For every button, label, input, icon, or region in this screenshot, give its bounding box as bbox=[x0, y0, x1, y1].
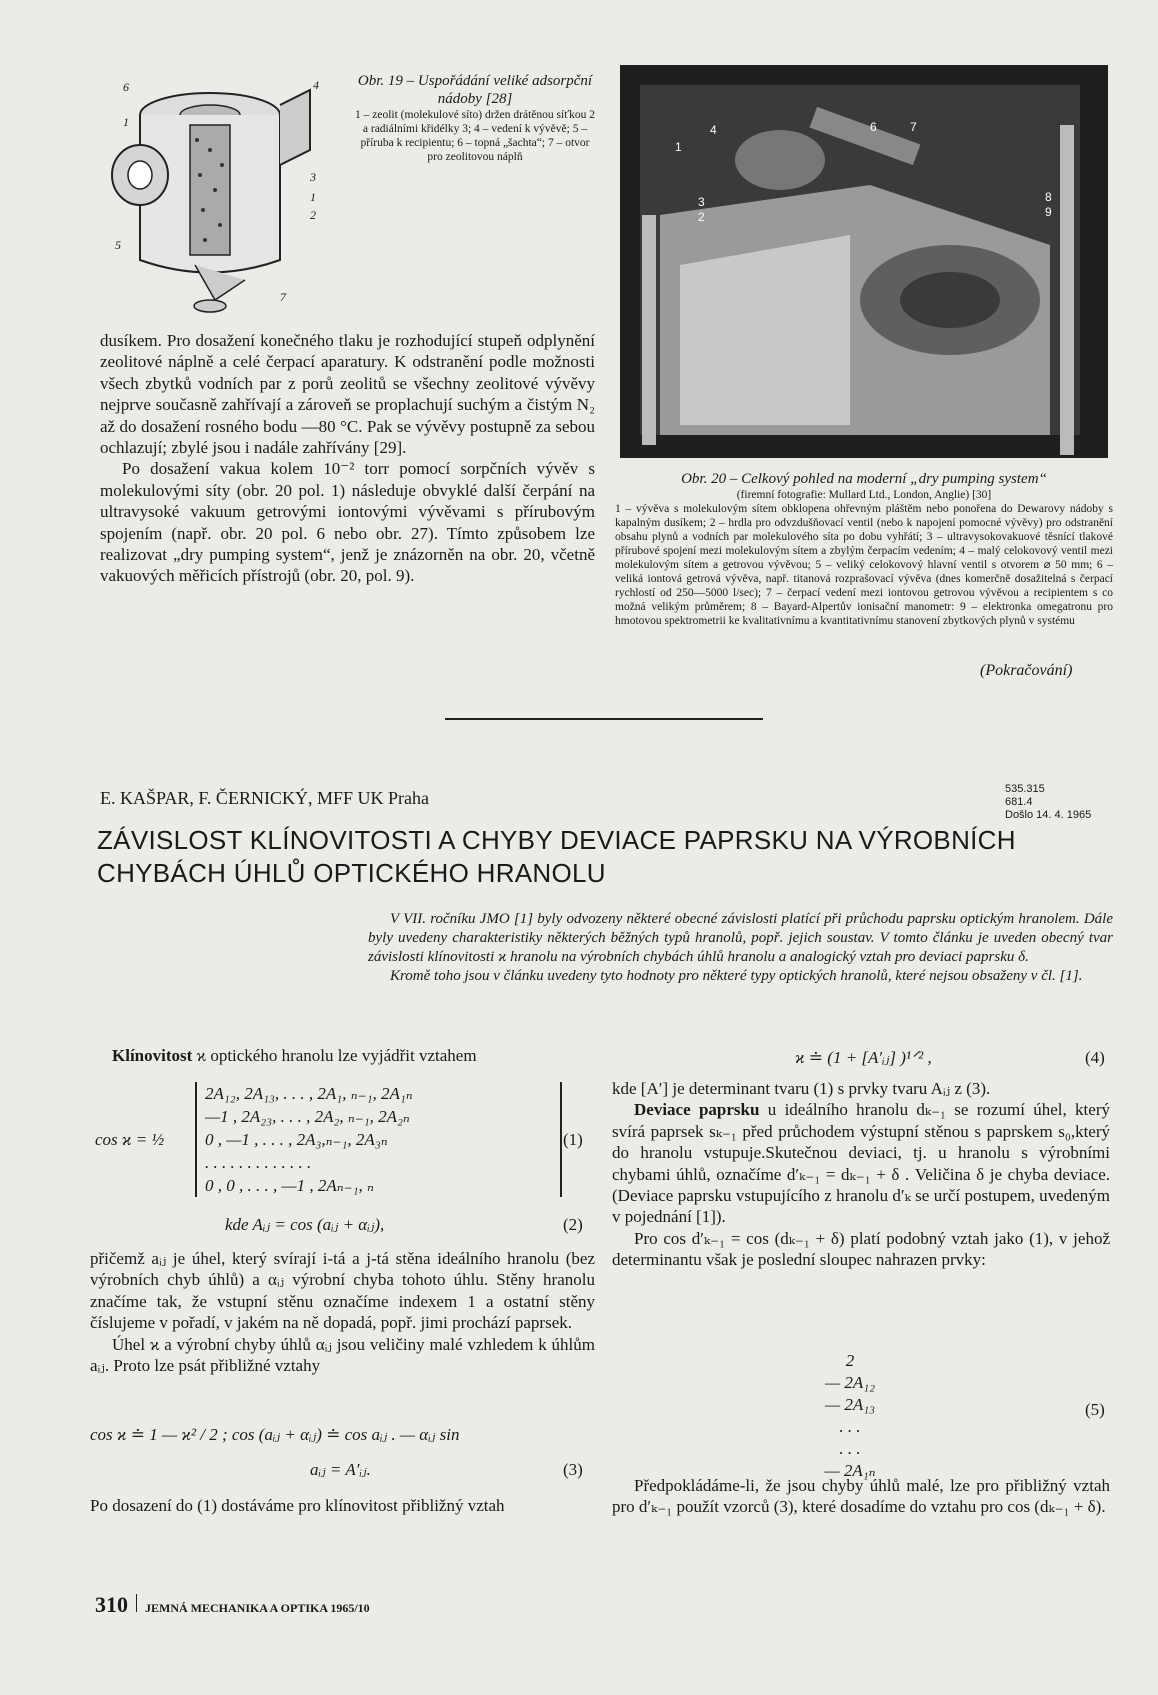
classification-code: 681.4 bbox=[1005, 796, 1033, 808]
section-divider bbox=[445, 718, 763, 720]
paragraph: Po dosažení vakua kolem 10⁻² torr pomocí sorpčních vývěv s molekulovými síty (obr. 20 pol. 1) následuje obvyklé další čerpání na ultravysoké vakuum getrovými iontovými vývěvami s přírubovým spojením (např. obr. 20 pol. 6 nebo obr. 27). Tímto způsobem lze realizovat „dry pumping system“, jenž je znázorněn na obr. 20, včetně vakuových měřicích přístrojů (obr. 20, pol. 9). bbox=[100, 459, 595, 586]
fig19-label: 4 bbox=[313, 78, 319, 92]
text: ϰ optického hranolu lze vyjádřit vztahem bbox=[192, 1046, 477, 1065]
figure-20-legend: 1 – vývěva s molekulovým sítem obklopena ohřevným pláštěm nebo ponořena do Dewarovy nádoby s kapalným dusíkem; 2 – hrdla pro odvzdušňovací ventil (nebo k napojení pomocné vývěvy) pro odstranění obsahu plynů a vodních par molekulového síta po dobu vyhřátí; 3 – ultravysokovakuové těsnící tlakové přírubové spojení mezi molekulovým sítem a zbylým čerpacím vedením; 4 – malý celokovový ventil mezi molekulovým sítem a getrovou vývěvou; 5 – veliký celokovový hlavní ventil s otvorem ⌀ 50 mm; 6 – veliká iontová getrová vývěva, např. titanová rozprašovací vývěva (dnes komerčně dosažitelná s čerpací rychlostí od 250—5000 l/sec); 7 – čerpací vedení mezi iontovou getrovou vývěvou a recipientem s co možná velikým průměrem; 8 – Bayard-Alpertův ionisační manometr: 9 – elektronka omegatronu pro hmotovou spektrometrii ke kvalitativnímu a kvantitativnímu stanovení zbytkových plynů v systému bbox=[615, 503, 1113, 627]
fig20-label: 9 bbox=[1045, 205, 1052, 219]
paragraph: Po dosazení do (1) dostáváme pro klínovitost přibližný vztah bbox=[90, 1496, 505, 1515]
equation-3a: cos ϰ ≐ 1 — ϰ² / 2 ; cos (aᵢⱼ + αᵢⱼ) ≐ cos aᵢⱼ . — αᵢⱼ sin bbox=[90, 1425, 460, 1444]
fig20-labels bbox=[620, 65, 1108, 458]
column-element: — 2A₁₃ bbox=[824, 1395, 876, 1414]
article-title-line: CHYBÁCH ÚHLŮ OPTICKÉHO HRANOLU bbox=[97, 858, 606, 888]
left-column-text-3 bbox=[90, 1495, 595, 1516]
fig20-label: 3 bbox=[698, 195, 705, 209]
received-date: Došlo 14. 4. 1965 bbox=[1005, 809, 1092, 821]
left-column bbox=[90, 1045, 595, 1066]
abstract bbox=[368, 910, 1113, 986]
matrix-row: 0 , 0 , . . . , —1 , 2Aₙ₋₁, ₙ bbox=[205, 1176, 374, 1195]
paragraph: dusíkem. Pro dosažení konečného tlaku je rozhodující stupeň odplynění zeolitové náplně a celé čerpací aparatury. K odstranění podle možnosti všech zbytků vodních par z porů zeolitů se všechny zeolitové vývěvy nejprve současně zahřívají a zároveň se proplachují suchým a čistým N₂ až do dosažení rosného bodu —80 °C. Pak se vývěvy postupně za sebou ochlazují; zbylé jsou i nadále zahřívány [29]. bbox=[100, 331, 595, 458]
figure-19-caption bbox=[355, 72, 595, 164]
term-bold: Klínovitost bbox=[112, 1046, 193, 1065]
figure-20-title: Obr. 20 – Celkový pohled na moderní „dry pumping system“ bbox=[681, 471, 1047, 487]
fig19-label: 3 bbox=[310, 170, 316, 184]
page-number: 310 bbox=[95, 1592, 128, 1617]
equation-1-lhs: cos ϰ = ½ bbox=[95, 1130, 165, 1149]
paragraph: Úhel ϰ a výrobní chyby úhlů αᵢⱼ jsou veličiny malé vzhledem k úhlům aᵢⱼ. Proto lze psát přibližné vztahy bbox=[90, 1334, 595, 1376]
classification-code: 535.315 bbox=[1005, 783, 1045, 795]
figure-20-photo bbox=[620, 65, 1108, 458]
figure-19-legend: 1 – zeolit (molekulové síto) držen drátěnou síťkou 2 a radiálními křidélky 3; 4 – vedení k vývěvě; 5 – příruba k recipientu; 6 – topná „šachta“; 7 – otvor pro zeolitovou náplň bbox=[355, 109, 595, 163]
figure-19-title: Obr. 19 – Uspořádání veliké adsorpční nádoby [28] bbox=[357, 73, 593, 107]
fig20-label: 6 bbox=[870, 120, 877, 134]
footer-divider bbox=[136, 1594, 137, 1612]
column-element: . . . bbox=[839, 1417, 861, 1436]
paragraph: kde [A′] je determinant tvaru (1) s prvky tvaru Aᵢⱼ z (3). bbox=[612, 1079, 991, 1098]
continued-note: (Pokračování) bbox=[980, 662, 1073, 679]
equation-4-number: (4) bbox=[1085, 1048, 1105, 1067]
fig20-label: 2 bbox=[698, 210, 705, 224]
fig20-label: 7 bbox=[910, 120, 917, 134]
fig20-label: 1 bbox=[675, 140, 682, 154]
fig20-label: 8 bbox=[1045, 190, 1052, 204]
equation-5-number: (5) bbox=[1085, 1400, 1105, 1419]
fig20-label: 4 bbox=[710, 123, 717, 137]
fig19-label: 1 bbox=[310, 190, 316, 204]
matrix-row: . . . . . . . . . . . . . bbox=[205, 1153, 312, 1172]
paragraph: Pro cos d′ₖ₋₁ = cos (dₖ₋₁ + δ) platí podobný vztah jako (1), v jehož determinantu však je poslední sloupec nahrazen prvky: bbox=[612, 1228, 1110, 1270]
paragraph: přičemž aᵢⱼ je úhel, který svírají i-tá a j-tá stěna ideálního hranolu (bez výrobních chyb úhlů) a αᵢⱼ výrobní chyba tohoto úhlu. Stěny hranolu značíme tak, že vstupní stěnu označíme indexem 1 a ostatní stěny číslujeme v pořadí, v jakém na ně dopadá, popř. jimi prochází paprsek. bbox=[90, 1249, 595, 1333]
equation-5-column bbox=[810, 1350, 890, 1482]
equation-2-number: (2) bbox=[563, 1215, 583, 1234]
top-left-text bbox=[100, 330, 595, 587]
fig19-label: 1 bbox=[123, 115, 129, 129]
abstract-paragraph: Kromě toho jsou v článku uvedeny tyto hodnoty pro některé typy optických hranolů, které nejsou obsaženy v čl. [1]. bbox=[390, 968, 1083, 984]
equation-2: kde Aᵢⱼ = cos (aᵢⱼ + αᵢⱼ), bbox=[225, 1215, 385, 1234]
term-bold: Deviace paprsku bbox=[634, 1100, 760, 1120]
column-element: — 2A₁ₙ bbox=[824, 1461, 876, 1480]
journal-name: JEMNÁ MECHANIKA A OPTIKA 1965/10 bbox=[145, 1601, 370, 1615]
figure-19-labels bbox=[85, 70, 335, 315]
matrix-row: —1 , 2A₂₃, . . . , 2A₂, ₙ₋₁, 2A₂ₙ bbox=[205, 1107, 410, 1126]
abstract-paragraph: V VII. ročníku JMO [1] byly odvozeny některé obecné závislosti platící při průchodu paprsku optickým hranolem. Dále byly uvedeny charakteristiky některých běžných typů hranolů, popř. jejich soustav. V tomto článku je uveden obecný tvar závislosti klínovitosti ϰ hranolu na výrobních chybách úhlů hranolu a analogický vztah pro deviaci paprsku δ. bbox=[368, 911, 1113, 965]
fig19-label: 7 bbox=[280, 290, 286, 304]
right-column bbox=[612, 1078, 1110, 1271]
equation-1-matrix bbox=[195, 1082, 562, 1197]
article-title-line: ZÁVISLOST KLÍNOVITOSTI A CHYBY DEVIACE PAPRSKU NA VÝROBNÍCH bbox=[97, 825, 1016, 855]
fig19-label: 2 bbox=[310, 208, 316, 222]
paragraph bbox=[90, 1045, 595, 1066]
paragraph bbox=[612, 1099, 1110, 1227]
equation-3-number: (3) bbox=[563, 1460, 583, 1479]
classification-block bbox=[1005, 783, 1091, 822]
equation-3b: aᵢⱼ = A′ᵢⱼ. bbox=[310, 1460, 371, 1479]
page-footer bbox=[95, 1592, 370, 1618]
matrix-row: 0 , —1 , . . . , 2A₃,ₙ₋₁, 2A₃ₙ bbox=[205, 1130, 388, 1149]
fig19-label: 5 bbox=[115, 238, 121, 252]
matrix-row: 2A₁₂, 2A₁₃, . . . , 2A₁, ₙ₋₁, 2A₁ₙ bbox=[205, 1084, 413, 1103]
column-element: . . . bbox=[839, 1439, 861, 1458]
article-authors: E. KAŠPAR, F. ČERNICKÝ, MFF UK Praha bbox=[100, 788, 429, 808]
paragraph: Předpokládáme-li, že jsou chyby úhlů malé, lze pro přibližný vztah pro d′ₖ₋₁ použít vzorců (3), které dosadíme do vztahu pro cos (dₖ₋₁ + δ). bbox=[612, 1476, 1110, 1517]
left-column-text-2 bbox=[90, 1248, 595, 1376]
column-element: 2 bbox=[845, 1351, 855, 1370]
right-column-text-2 bbox=[612, 1475, 1110, 1518]
column-element: — 2A₁₂ bbox=[824, 1373, 876, 1392]
figure-20-caption bbox=[615, 470, 1113, 628]
text: u ideálního hranolu dₖ₋₁ se rozumí úhel, který svírá paprsek sₖ₋₁ před průchodem výstupní stěnou s paprskem s₀,který do hranolu vstupuje.Skutečnou deviaci, tj. u hranolu s výrobními chybami úhlů, označíme d′ₖ₋₁ = dₖ₋₁ + δ . Veličina δ je chyba deviace. (Deviace paprsku vstupujícího z hranolu d′ₖ se určí postupem, uvedeným v pojednání [1]). bbox=[612, 1100, 1110, 1227]
equation-4: ϰ ≐ (1 + [A′ᵢⱼ] )¹ᐟ² , bbox=[795, 1048, 932, 1067]
fig19-label: 6 bbox=[123, 80, 129, 94]
article-title bbox=[97, 824, 1016, 890]
figure-20-credit: (firemní fotografie: Mullard Ltd., London, Anglie) [30] bbox=[736, 489, 992, 501]
equation-1-number: (1) bbox=[563, 1130, 583, 1149]
